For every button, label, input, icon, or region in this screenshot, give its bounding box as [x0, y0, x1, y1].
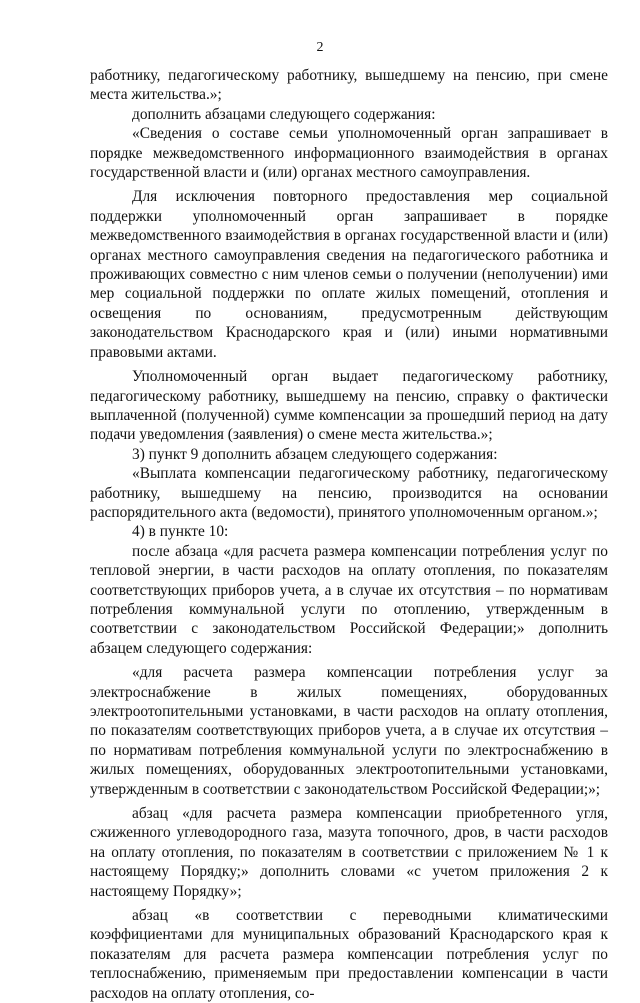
document-body	[90, 66, 608, 1003]
page-number: 2	[316, 40, 324, 55]
paragraph: «Выплата компенсации педагогическому работнику, педагогическому работнику, вышедшему на пенсию, производится на основании распорядительного акта (ведомости), принятого уполномоченным органом.»;	[90, 465, 608, 521]
paragraph: работнику, педагогическому работнику, вышедшему на пенсию, при смене места жительства.»;	[90, 67, 608, 104]
paragraph: абзац «в соответствии с переводными климатическими коэффициентами для муниципальных образований Краснодарского края к показателям для расчета размера компенсации потребления услуг по теплоснабжению, применяемым при предоставлении компенсации в части расходов на оплату отопления, со-	[90, 907, 608, 1002]
paragraph: «Сведения о составе семьи уполномоченный орган запрашивает в порядке межведомственного информационного взаимодействия в органах государственной власти и (или) органах местного самоуправления.	[90, 125, 608, 182]
paragraph: после абзаца «для расчета размера компенсации потребления услуг по тепловой энергии, в части расходов на оплату отопления, по показателям соответствующих приборов учета, а в случае их отсутствия – по нормативам потребления коммунальной услуги по отоплению, утвержденным в соответствии с законодательством Российской Федерации;» дополнить абзацем следующего содержания:	[90, 542, 608, 657]
paragraph: «для расчета размера компенсации потребления услуг за электроснабжение в жилых помещениях, оборудованных электроотопительными установками, в части расходов на оплату отопления, по показателям соответствующих приборов учета, а в случае их отсутствия – по нормативам потребления коммунальной услуги по электроснабжению в жилых помещениях, оборудованных электроотопительными установками, утвержденным в соответствии с законодательством Российской Федерации;»;	[90, 664, 608, 798]
paragraph: 4) в пункте 10:	[132, 523, 229, 541]
paragraph: 3) пункт 9 дополнить абзацем следующего содержания:	[132, 445, 498, 463]
paragraph: дополнить абзацами следующего содержания:	[132, 105, 436, 123]
paragraph: абзац «для расчета размера компенсации приобретенного угля, сжиженного углеводородного газа, мазута топочного, дров, в части расходов на оплату отопления, по показателям в соответствии с приложением № 1 к настоящему Порядку;» дополнить словами «с учетом приложения 2 к настоящему Порядку»;	[90, 805, 608, 900]
paragraph: Для исключения повторного предоставления мер социальной поддержки уполномоченный орган запрашивает в порядке межведомственного взаимодействия в органах государственной власти и (или) органах местного самоуправления сведения на педагогического работника и проживающих совместно с ним членов семьи о получении (неполучении) ими мер социальной поддержки по оплате жилых помещений, отопления и освещения по основаниям, предусмотренным действующим законодательством Краснодарского края и (или) иными нормативными правовыми актами.	[90, 188, 608, 361]
paragraph: Уполномоченный орган выдает педагогическому работнику, педагогическому работнику, вышедшему на пенсию, справку о фактически выплаченной (полученной) сумме компенсации за прошедший период на дату подачи уведомления (заявления) о смене места жительства.»;	[90, 368, 608, 444]
